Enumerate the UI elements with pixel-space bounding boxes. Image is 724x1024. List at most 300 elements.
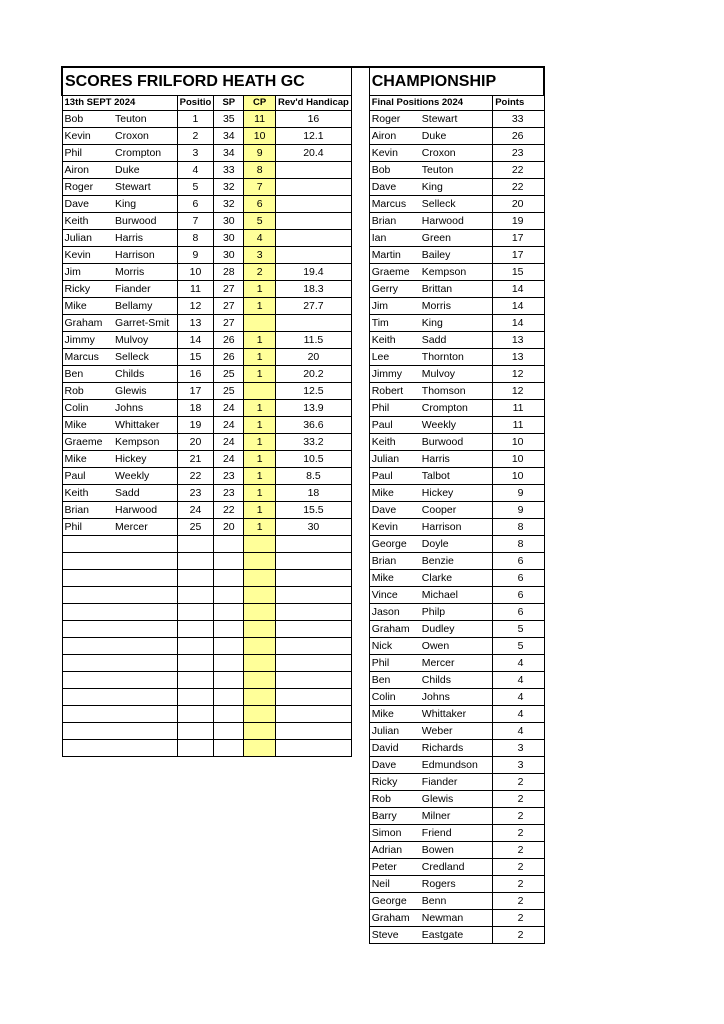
player-handicap: 20.4 — [275, 145, 351, 162]
table-row — [62, 179, 544, 196]
empty-cell — [62, 638, 177, 655]
empty-cp-cell — [244, 723, 276, 740]
standing-first-name: Ricky — [369, 774, 420, 791]
standing-first-name: Marcus — [369, 196, 420, 213]
table-row — [62, 451, 544, 468]
empty-cell — [62, 553, 177, 570]
standing-last-name: Green — [420, 230, 493, 247]
player-position: 4 — [177, 162, 214, 179]
player-sp: 27 — [214, 298, 244, 315]
empty-cell — [275, 638, 351, 655]
player-last-name: Croxon — [113, 128, 177, 145]
standing-last-name: Sadd — [420, 332, 493, 349]
table-row — [62, 910, 544, 927]
table-row — [62, 842, 544, 859]
player-cp: 4 — [244, 230, 276, 247]
standing-last-name: Milner — [420, 808, 493, 825]
standing-first-name: Dave — [369, 502, 420, 519]
standing-last-name: Burwood — [420, 434, 493, 451]
empty-cell — [275, 706, 351, 723]
player-first-name: Colin — [62, 400, 113, 417]
column-gap — [351, 281, 369, 298]
player-position: 23 — [177, 485, 214, 502]
standing-first-name: Julian — [369, 451, 420, 468]
player-last-name: Johns — [113, 400, 177, 417]
standing-first-name: Tim — [369, 315, 420, 332]
table-row — [62, 145, 544, 162]
column-gap — [351, 451, 369, 468]
standing-points: 9 — [493, 502, 544, 519]
empty-cell — [177, 689, 214, 706]
standing-last-name: Talbot — [420, 468, 493, 485]
column-gap — [351, 859, 369, 876]
player-cp — [244, 315, 276, 332]
player-handicap: 8.5 — [275, 468, 351, 485]
column-gap — [351, 383, 369, 400]
table-row — [62, 264, 544, 281]
player-handicap: 10.5 — [275, 451, 351, 468]
standing-first-name: Lee — [369, 349, 420, 366]
player-handicap: 12.1 — [275, 128, 351, 145]
standing-points: 11 — [493, 400, 544, 417]
standing-last-name: Mercer — [420, 655, 493, 672]
player-position: 22 — [177, 468, 214, 485]
standing-last-name: Doyle — [420, 536, 493, 553]
player-sp: 26 — [214, 349, 244, 366]
standing-last-name: Credland — [420, 859, 493, 876]
player-handicap — [275, 196, 351, 213]
player-last-name: Hickey — [113, 451, 177, 468]
player-cp: 7 — [244, 179, 276, 196]
player-handicap: 18.3 — [275, 281, 351, 298]
player-sp: 32 — [214, 179, 244, 196]
position-header: Positio — [177, 96, 214, 111]
standing-first-name: Keith — [369, 434, 420, 451]
player-last-name: Bellamy — [113, 298, 177, 315]
player-sp: 25 — [214, 366, 244, 383]
standing-last-name: Bailey — [420, 247, 493, 264]
column-gap — [351, 655, 369, 672]
player-position: 18 — [177, 400, 214, 417]
empty-cell — [214, 604, 244, 621]
player-first-name: Marcus — [62, 349, 113, 366]
standing-last-name: Glewis — [420, 791, 493, 808]
empty-cell — [177, 536, 214, 553]
table-row — [62, 621, 544, 638]
empty-cell — [214, 723, 244, 740]
player-position: 10 — [177, 264, 214, 281]
player-last-name: Childs — [113, 366, 177, 383]
standing-first-name: Mike — [369, 706, 420, 723]
standing-last-name: Dudley — [420, 621, 493, 638]
player-first-name: Brian — [62, 502, 113, 519]
player-first-name: Jim — [62, 264, 113, 281]
player-handicap: 16 — [275, 111, 351, 128]
column-gap — [351, 400, 369, 417]
player-position: 24 — [177, 502, 214, 519]
standing-points: 26 — [493, 128, 544, 145]
standing-first-name: Kevin — [369, 519, 420, 536]
empty-cp-cell — [244, 621, 276, 638]
empty-cell — [177, 638, 214, 655]
column-gap — [351, 876, 369, 893]
empty-cp-cell — [244, 740, 276, 757]
player-position: 3 — [177, 145, 214, 162]
table-row — [62, 468, 544, 485]
standing-first-name: Julian — [369, 723, 420, 740]
player-handicap: 11.5 — [275, 332, 351, 349]
player-cp: 2 — [244, 264, 276, 281]
column-gap — [351, 349, 369, 366]
empty-cell — [177, 723, 214, 740]
player-handicap: 20.2 — [275, 366, 351, 383]
empty-cp-cell — [244, 536, 276, 553]
player-handicap: 30 — [275, 519, 351, 536]
blank-area — [62, 893, 351, 910]
player-last-name: Mulvoy — [113, 332, 177, 349]
standing-points: 9 — [493, 485, 544, 502]
table-row — [62, 689, 544, 706]
player-last-name: Teuton — [113, 111, 177, 128]
blank-area — [62, 791, 351, 808]
player-first-name: Rob — [62, 383, 113, 400]
table-row — [62, 791, 544, 808]
column-gap — [351, 162, 369, 179]
empty-cp-cell — [244, 672, 276, 689]
column-gap — [351, 332, 369, 349]
standing-points: 3 — [493, 757, 544, 774]
standing-last-name: Edmundson — [420, 757, 493, 774]
standing-points: 33 — [493, 111, 544, 128]
standing-last-name: King — [420, 315, 493, 332]
table-row — [62, 298, 544, 315]
standing-points: 20 — [493, 196, 544, 213]
player-first-name: Phil — [62, 519, 113, 536]
player-position: 12 — [177, 298, 214, 315]
player-handicap — [275, 162, 351, 179]
standing-last-name: Mulvoy — [420, 366, 493, 383]
empty-cp-cell — [244, 638, 276, 655]
standing-points: 2 — [493, 910, 544, 927]
standing-last-name: Croxon — [420, 145, 493, 162]
column-gap — [351, 740, 369, 757]
empty-cell — [62, 689, 177, 706]
player-handicap: 12.5 — [275, 383, 351, 400]
standing-last-name: Fiander — [420, 774, 493, 791]
empty-cell — [177, 553, 214, 570]
standing-first-name: Rob — [369, 791, 420, 808]
standing-first-name: Robert — [369, 383, 420, 400]
player-cp: 1 — [244, 485, 276, 502]
empty-cp-cell — [244, 689, 276, 706]
standing-first-name: Adrian — [369, 842, 420, 859]
empty-cell — [214, 740, 244, 757]
standing-points: 17 — [493, 230, 544, 247]
standing-last-name: Owen — [420, 638, 493, 655]
player-cp: 6 — [244, 196, 276, 213]
player-position: 1 — [177, 111, 214, 128]
column-gap — [351, 791, 369, 808]
player-cp: 1 — [244, 366, 276, 383]
column-gap — [351, 366, 369, 383]
empty-cell — [214, 536, 244, 553]
player-first-name: Keith — [62, 485, 113, 502]
standing-points: 2 — [493, 876, 544, 893]
player-cp: 3 — [244, 247, 276, 264]
player-sp: 24 — [214, 434, 244, 451]
table-row — [62, 553, 544, 570]
standing-points: 4 — [493, 723, 544, 740]
table-row — [62, 162, 544, 179]
table-row — [62, 332, 544, 349]
empty-cell — [177, 672, 214, 689]
column-gap — [351, 247, 369, 264]
blank-area — [62, 825, 351, 842]
standing-first-name: Ben — [369, 672, 420, 689]
player-first-name: Mike — [62, 298, 113, 315]
standing-first-name: Graeme — [369, 264, 420, 281]
sp-header: SP — [214, 96, 244, 111]
standing-last-name: Rogers — [420, 876, 493, 893]
player-sp: 23 — [214, 468, 244, 485]
empty-cell — [214, 689, 244, 706]
title-row — [62, 67, 544, 96]
date-header: 13th SEPT 2024 — [62, 96, 177, 111]
standing-points: 2 — [493, 825, 544, 842]
player-handicap: 33.2 — [275, 434, 351, 451]
standing-last-name: Stewart — [420, 111, 493, 128]
empty-cp-cell — [244, 706, 276, 723]
standing-points: 10 — [493, 468, 544, 485]
player-first-name: Ricky — [62, 281, 113, 298]
player-sp: 20 — [214, 519, 244, 536]
player-first-name: Julian — [62, 230, 113, 247]
standing-points: 12 — [493, 366, 544, 383]
cp-header: CP — [244, 96, 276, 111]
table-row — [62, 366, 544, 383]
final-positions-header: Final Positions 2024 — [369, 96, 493, 111]
table-row — [62, 893, 544, 910]
player-last-name: Duke — [113, 162, 177, 179]
standing-last-name: Morris — [420, 298, 493, 315]
table-row — [62, 196, 544, 213]
empty-cell — [62, 587, 177, 604]
standing-last-name: Weekly — [420, 417, 493, 434]
player-sp: 34 — [214, 145, 244, 162]
standing-last-name: Cooper — [420, 502, 493, 519]
column-gap — [351, 434, 369, 451]
column-gap — [351, 485, 369, 502]
blank-area — [62, 876, 351, 893]
standing-first-name: Neil — [369, 876, 420, 893]
standing-last-name: Michael — [420, 587, 493, 604]
standing-last-name: Brittan — [420, 281, 493, 298]
standing-first-name: Kevin — [369, 145, 420, 162]
empty-cell — [275, 672, 351, 689]
standing-last-name: King — [420, 179, 493, 196]
standing-first-name: Airon — [369, 128, 420, 145]
standing-first-name: Dave — [369, 179, 420, 196]
player-first-name: Ben — [62, 366, 113, 383]
standing-last-name: Harrison — [420, 519, 493, 536]
column-gap — [351, 111, 369, 128]
player-last-name: Fiander — [113, 281, 177, 298]
player-handicap — [275, 230, 351, 247]
standing-points: 11 — [493, 417, 544, 434]
standing-first-name: Colin — [369, 689, 420, 706]
standing-first-name: Dave — [369, 757, 420, 774]
player-handicap: 13.9 — [275, 400, 351, 417]
column-gap — [351, 706, 369, 723]
standing-last-name: Harwood — [420, 213, 493, 230]
empty-cp-cell — [244, 553, 276, 570]
standing-last-name: Hickey — [420, 485, 493, 502]
player-position: 14 — [177, 332, 214, 349]
standing-last-name: Thomson — [420, 383, 493, 400]
standing-first-name: Roger — [369, 111, 420, 128]
player-last-name: Garret-Smit — [113, 315, 177, 332]
player-handicap — [275, 179, 351, 196]
standing-last-name: Clarke — [420, 570, 493, 587]
standing-points: 4 — [493, 706, 544, 723]
standing-first-name: Nick — [369, 638, 420, 655]
player-first-name: Phil — [62, 145, 113, 162]
standing-last-name: Richards — [420, 740, 493, 757]
standing-first-name: Paul — [369, 417, 420, 434]
player-sp: 27 — [214, 281, 244, 298]
empty-cell — [275, 689, 351, 706]
player-handicap: 27.7 — [275, 298, 351, 315]
column-gap — [351, 230, 369, 247]
column-gap — [351, 604, 369, 621]
standing-last-name: Duke — [420, 128, 493, 145]
player-sp: 34 — [214, 128, 244, 145]
player-first-name: Paul — [62, 468, 113, 485]
player-first-name: Roger — [62, 179, 113, 196]
standing-points: 22 — [493, 179, 544, 196]
standing-points: 23 — [493, 145, 544, 162]
column-gap — [351, 519, 369, 536]
player-sp: 26 — [214, 332, 244, 349]
player-position: 13 — [177, 315, 214, 332]
standing-last-name: Harris — [420, 451, 493, 468]
empty-cell — [62, 723, 177, 740]
table-row — [62, 672, 544, 689]
empty-cell — [214, 638, 244, 655]
standing-first-name: Bob — [369, 162, 420, 179]
table-row — [62, 434, 544, 451]
standing-last-name: Whittaker — [420, 706, 493, 723]
table-row — [62, 111, 544, 128]
standing-points: 3 — [493, 740, 544, 757]
player-cp — [244, 383, 276, 400]
empty-cell — [177, 621, 214, 638]
standing-first-name: George — [369, 893, 420, 910]
player-sp: 33 — [214, 162, 244, 179]
column-gap — [351, 638, 369, 655]
standing-points: 6 — [493, 570, 544, 587]
player-last-name: Whittaker — [113, 417, 177, 434]
column-gap — [351, 842, 369, 859]
player-last-name: Stewart — [113, 179, 177, 196]
empty-cell — [62, 536, 177, 553]
player-first-name: Airon — [62, 162, 113, 179]
player-first-name: Graham — [62, 315, 113, 332]
empty-cell — [275, 621, 351, 638]
column-gap — [351, 553, 369, 570]
player-last-name: Weekly — [113, 468, 177, 485]
empty-cp-cell — [244, 587, 276, 604]
column-gap — [351, 128, 369, 145]
player-last-name: Mercer — [113, 519, 177, 536]
standing-points: 14 — [493, 298, 544, 315]
player-sp: 35 — [214, 111, 244, 128]
standing-last-name: Kempson — [420, 264, 493, 281]
empty-cell — [214, 570, 244, 587]
table-row — [62, 502, 544, 519]
player-last-name: Harwood — [113, 502, 177, 519]
player-last-name: Harrison — [113, 247, 177, 264]
player-position: 15 — [177, 349, 214, 366]
standing-first-name: Jason — [369, 604, 420, 621]
player-last-name: Harris — [113, 230, 177, 247]
standing-first-name: Barry — [369, 808, 420, 825]
player-cp: 1 — [244, 332, 276, 349]
scores-table — [61, 66, 545, 944]
column-gap — [351, 298, 369, 315]
table-row — [62, 400, 544, 417]
player-last-name: Kempson — [113, 434, 177, 451]
player-sp: 32 — [214, 196, 244, 213]
player-cp: 1 — [244, 349, 276, 366]
handicap-header: Rev'd Handicap — [275, 96, 351, 111]
column-gap — [351, 927, 369, 944]
standing-first-name: Phil — [369, 400, 420, 417]
empty-cell — [275, 604, 351, 621]
column-gap — [351, 689, 369, 706]
standing-first-name: Jimmy — [369, 366, 420, 383]
standing-last-name: Friend — [420, 825, 493, 842]
column-gap — [351, 723, 369, 740]
player-handicap: 18 — [275, 485, 351, 502]
player-handicap — [275, 213, 351, 230]
standing-first-name: Gerry — [369, 281, 420, 298]
player-last-name: Glewis — [113, 383, 177, 400]
standing-points: 13 — [493, 332, 544, 349]
table-row — [62, 876, 544, 893]
empty-cell — [275, 536, 351, 553]
standing-first-name: George — [369, 536, 420, 553]
column-gap — [351, 96, 369, 111]
player-cp: 10 — [244, 128, 276, 145]
table-row — [62, 774, 544, 791]
player-sp: 30 — [214, 230, 244, 247]
player-position: 20 — [177, 434, 214, 451]
empty-cell — [214, 672, 244, 689]
empty-cell — [275, 723, 351, 740]
empty-cell — [214, 587, 244, 604]
column-gap — [351, 825, 369, 842]
column-gap — [351, 145, 369, 162]
standing-last-name: Philp — [420, 604, 493, 621]
standing-points: 22 — [493, 162, 544, 179]
player-cp: 1 — [244, 451, 276, 468]
table-row — [62, 383, 544, 400]
empty-cell — [177, 655, 214, 672]
player-sp: 24 — [214, 451, 244, 468]
empty-cell — [275, 553, 351, 570]
table-row — [62, 808, 544, 825]
